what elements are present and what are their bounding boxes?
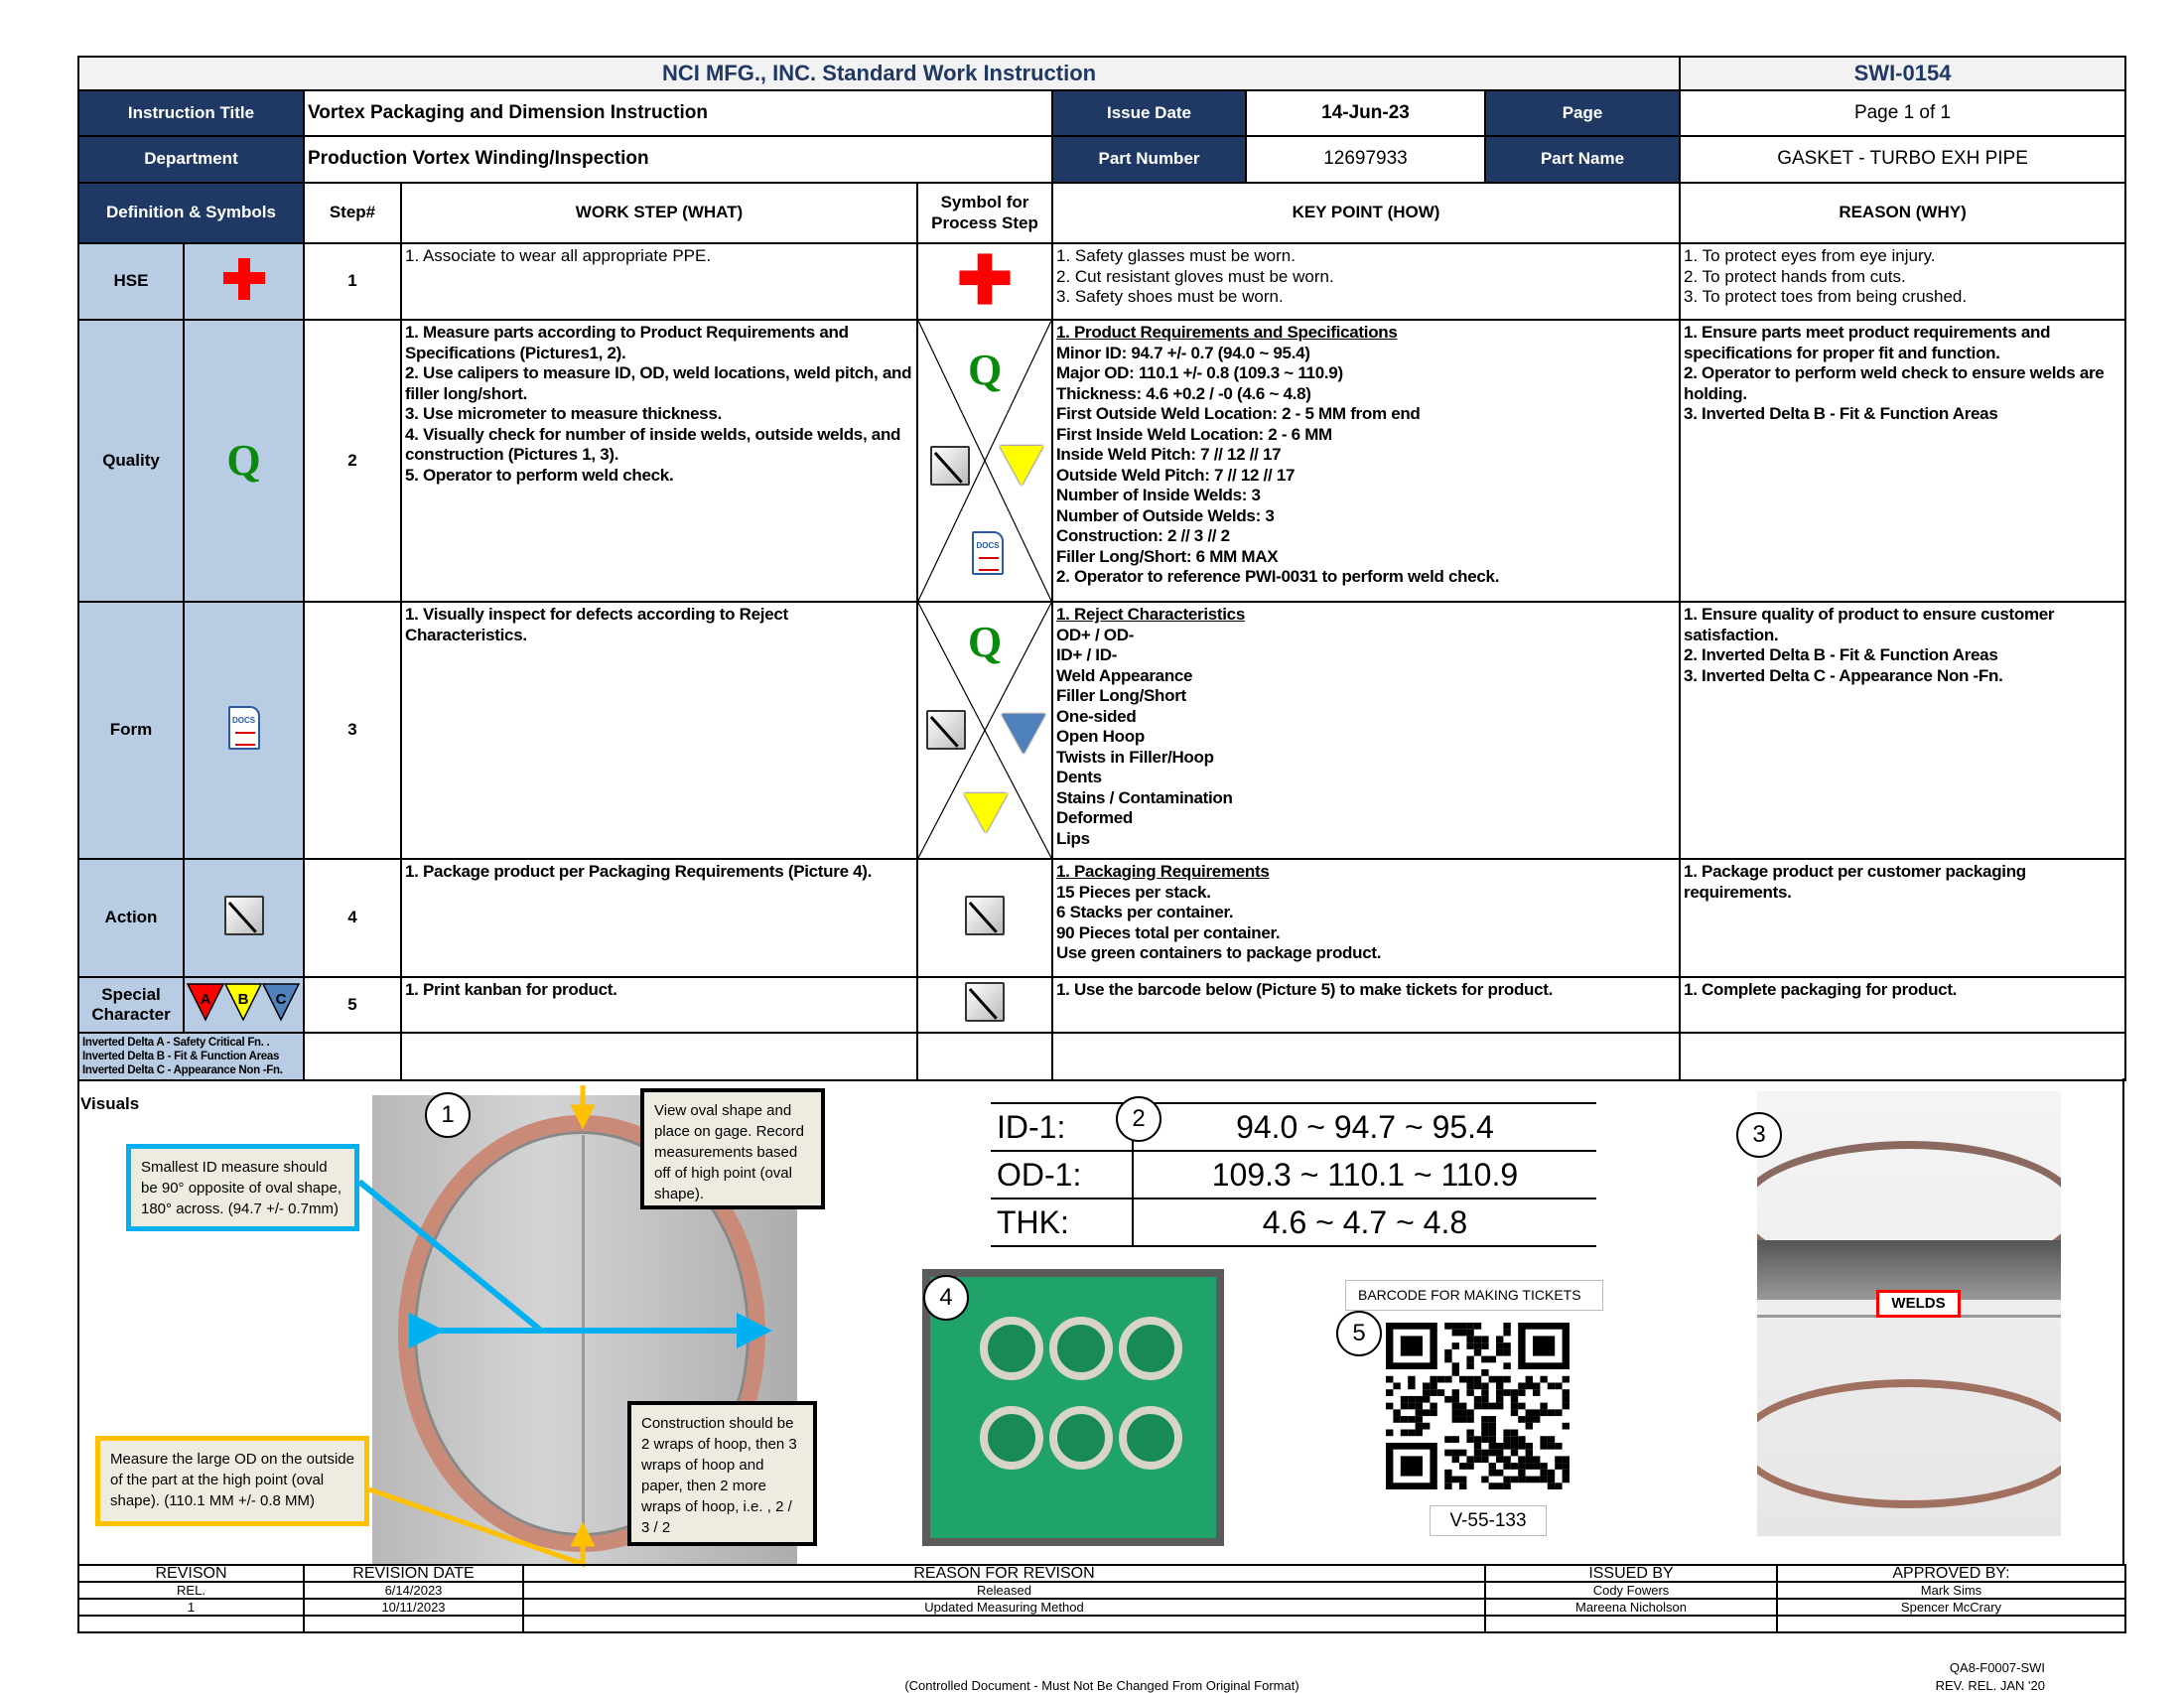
instruction-title-label: Instruction Title [78, 90, 304, 136]
gasket-stack [1119, 1317, 1182, 1380]
key-line: ID+ / ID- [1056, 645, 1118, 664]
spec-label: OD-1: [991, 1151, 1133, 1199]
key-line: Deformed [1056, 808, 1133, 827]
category-special: Special Character [78, 977, 184, 1033]
reason-line: 1. Ensure parts meet product requirements and specifications for proper fit and function. [1684, 323, 2051, 362]
part-number-value: 12697933 [1246, 136, 1485, 183]
reason-line: 2. Inverted Delta B - Fit & Function Areas [1684, 645, 1998, 664]
work-step-header: WORK STEP (WHAT) [401, 183, 917, 243]
quality-q-icon: Q [968, 346, 1003, 394]
spec-value: 94.0 ~ 94.7 ~ 95.4 [1133, 1103, 1596, 1151]
key-line: 3. Safety shoes must be worn. [1056, 287, 1284, 306]
rev-cell: Updated Measuring Method [523, 1599, 1485, 1616]
id-callout: Smallest ID measure should be 90° opposite of oval shape, 180° across. (94.7 +/- 0.7mm) [126, 1144, 359, 1231]
rev-cell: 6/14/2023 [304, 1582, 523, 1599]
key-line: Stains / Contamination [1056, 787, 1233, 807]
key-line: 15 Pieces per stack. [1056, 882, 1211, 902]
part-name-value: GASKET - TURBO EXH PIPE [1680, 136, 2125, 183]
step-header: Step# [304, 183, 401, 243]
spec-value: 4.6 ~ 4.7 ~ 4.8 [1133, 1199, 1596, 1246]
reason-line: 1. Ensure quality of product to ensure customer satisfaction. [1684, 605, 2055, 644]
work-line: 1. Visually inspect for defects according to Reject Characteristics. [405, 605, 788, 644]
spec-table [991, 1102, 1596, 1247]
gage-callout: View oval shape and place on gage. Record measurements based off of high point (oval shape). [640, 1088, 825, 1209]
key-line: 1. Use the barcode below (Picture 5) to make tickets for product. [1056, 980, 1554, 999]
docs-icon-label: DOCS [976, 541, 1000, 550]
reason-header: REASON (WHY) [1680, 183, 2125, 243]
rev-header: REVISON [78, 1565, 304, 1582]
delta-b-letter: B [237, 991, 248, 1009]
work-line: 1. Print kanban for product. [405, 980, 617, 999]
reason-line: 3. Inverted Delta B - Fit & Function Areas [1684, 404, 1998, 423]
work-line: 2. Use calipers to measure ID, OD, weld locations, weld pitch, and filler long/short. [405, 363, 912, 403]
step-number: 1 [304, 243, 401, 320]
welds-label: WELDS [1876, 1290, 1961, 1318]
reason-line: 1. Package product per customer packaging requirements. [1684, 862, 2026, 902]
category-hse: HSE [78, 243, 184, 320]
key-line: Thickness: 4.6 +0.2 / -0 (4.6 ~ 4.8) [1056, 383, 1311, 403]
rev-header: REVISION DATE [304, 1565, 523, 1582]
key-line: One-sided [1056, 706, 1137, 726]
key-line: First Inside Weld Location: 2 - 6 MM [1056, 424, 1332, 444]
step-number: 3 [304, 602, 401, 859]
step-number: 4 [304, 859, 401, 977]
key-line: Lips [1056, 828, 1090, 848]
quality-q-icon: Q [968, 618, 1003, 666]
qr-code[interactable] [1386, 1323, 1570, 1489]
category-quality: Quality [78, 320, 184, 602]
department-label: Department [78, 136, 304, 183]
category-form: Form [78, 602, 184, 859]
symbol-header: Symbol for Process Step [917, 183, 1052, 243]
key-line: Dents [1056, 768, 1102, 786]
step-number: 2 [304, 320, 401, 602]
quality-q-icon: Q [226, 436, 261, 485]
rev-cell: REL. [78, 1582, 304, 1599]
gasket-stack [1119, 1406, 1182, 1470]
rev-cell: Cody Fowers [1485, 1582, 1777, 1599]
legend-line: Inverted Delta C - Appearance Non -Fn. [82, 1064, 283, 1076]
docs-icon-label: DOCS [231, 715, 256, 725]
rev-header: ISSUED BY [1485, 1565, 1777, 1582]
key-line: Filler Long/Short: 6 MM MAX [1056, 546, 1279, 566]
key-line: Inside Weld Pitch: 7 // 12 // 17 [1056, 445, 1282, 464]
work-line: 4. Visually check for number of inside welds, outside welds, and construction (Pictures 1, 3). [405, 424, 901, 464]
definition-header: Definition & Symbols [78, 183, 304, 243]
key-line: Twists in Filler/Hoop [1056, 747, 1214, 767]
od-callout: Measure the large OD on the outside of the part at the high point (oval shape). (110.1 MM +/- 0.8 MM) [95, 1436, 369, 1526]
issue-date-label: Issue Date [1052, 90, 1246, 136]
document-title: NCI MFG., INC. Standard Work Instruction [78, 57, 1680, 90]
work-line: 5. Operator to perform weld check. [405, 465, 674, 485]
picture-number-5: 5 [1336, 1311, 1382, 1356]
key-line: Major OD: 110.1 +/- 0.8 (109.3 ~ 110.9) [1056, 363, 1343, 382]
key-point-header: KEY POINT (HOW) [1052, 183, 1680, 243]
category-action: Action [78, 859, 184, 977]
key-line: Open Hoop [1056, 727, 1145, 746]
work-line: 1. Associate to wear all appropriate PPE. [405, 246, 712, 265]
green-container-photo [922, 1269, 1224, 1546]
key-line: Number of Inside Welds: 3 [1056, 486, 1261, 504]
key-line: Filler Long/Short [1056, 686, 1186, 705]
rev-cell: 1 [78, 1599, 304, 1616]
picture-number-2: 2 [1116, 1096, 1161, 1142]
visuals-label: Visuals [80, 1094, 140, 1113]
key-line: OD+ / OD- [1056, 625, 1135, 644]
controlled-document-note: (Controlled Document - Must Not Be Changed From Original Format) [904, 1678, 1299, 1693]
key-line: 2. Cut resistant gloves must be worn. [1056, 266, 1334, 286]
spec-value: 109.3 ~ 110.1 ~ 110.9 [1133, 1151, 1596, 1199]
gasket-stack [980, 1406, 1043, 1470]
gasket-stack [980, 1317, 1043, 1380]
key-line: 2. Operator to reference PWI-0031 to perform weld check. [1056, 567, 1500, 586]
key-heading: 1. Packaging Requirements [1056, 862, 1270, 881]
key-line: Use green containers to package product. [1056, 943, 1382, 962]
rev-header: APPROVED BY: [1777, 1565, 2125, 1582]
key-heading: 1. Reject Characteristics [1056, 605, 1245, 624]
key-line: 90 Pieces total per container. [1056, 922, 1281, 942]
key-line: Outside Weld Pitch: 7 // 12 // 17 [1056, 465, 1296, 485]
spec-label: ID-1: [991, 1103, 1133, 1151]
barcode-code: V-55-133 [1430, 1505, 1547, 1536]
step-number: 5 [304, 977, 401, 1033]
key-line: Minor ID: 94.7 +/- 0.7 (94.0 ~ 95.4) [1056, 343, 1310, 362]
revision-row [78, 1599, 2125, 1616]
revision-table [77, 1564, 2126, 1633]
key-line: 6 Stacks per container. [1056, 903, 1234, 921]
rev-cell: Mareena Nicholson [1485, 1599, 1777, 1616]
reason-line: 1. Complete packaging for product. [1684, 980, 1958, 999]
reason-line: 2. To protect hands from cuts. [1684, 266, 1906, 286]
reason-line: 1. To protect eyes from eye injury. [1684, 246, 1936, 265]
key-line: 1. Safety glasses must be worn. [1056, 246, 1296, 265]
page-label: Page [1485, 90, 1680, 136]
work-line: 1. Package product per Packaging Requirements (Picture 4). [405, 862, 873, 881]
rev-cell: Mark Sims [1777, 1582, 2125, 1599]
part-name-label: Part Name [1485, 136, 1680, 183]
gasket-stack [1049, 1317, 1113, 1380]
delta-a-letter: A [200, 991, 210, 1009]
rev-header: REASON FOR REVISON [523, 1565, 1485, 1582]
picture-number-1: 1 [425, 1092, 471, 1138]
rev-cell: Released [523, 1582, 1485, 1599]
delta-c-letter: C [275, 991, 286, 1009]
instruction-title-value: Vortex Packaging and Dimension Instruction [304, 90, 1052, 136]
reason-line: 3. Inverted Delta C - Appearance Non -Fn. [1684, 665, 2003, 685]
form-revision: REV. REL. JAN '20 [1935, 1678, 2045, 1693]
document-number: SWI-0154 [1680, 57, 2125, 90]
key-line: First Outside Weld Location: 2 - 5 MM from end [1056, 404, 1421, 423]
key-heading: 1. Product Requirements and Specifications [1056, 323, 1398, 342]
rev-cell: Spencer McCrary [1777, 1599, 2125, 1616]
work-line: 3. Use micrometer to measure thickness. [405, 404, 723, 423]
reason-line: 2. Operator to perform weld check to ensure welds are holding. [1684, 363, 2105, 403]
revision-row [78, 1582, 2125, 1599]
gasket-stack [1049, 1406, 1113, 1470]
rev-cell: 10/11/2023 [304, 1599, 523, 1616]
legend-line: Inverted Delta A - Safety Critical Fn. . [82, 1037, 270, 1049]
reason-line: 3. To protect toes from being crushed. [1684, 287, 1968, 306]
issue-date-value: 14-Jun-23 [1246, 90, 1485, 136]
key-line: Construction: 2 // 3 // 2 [1056, 526, 1230, 545]
department-value: Production Vortex Winding/Inspection [304, 136, 1052, 183]
key-line: Weld Appearance [1056, 665, 1193, 685]
legend-line: Inverted Delta B - Fit & Function Areas [82, 1051, 280, 1062]
spec-label: THK: [991, 1199, 1133, 1246]
part-number-label: Part Number [1052, 136, 1246, 183]
construction-callout: Construction should be 2 wraps of hoop, then 3 wraps of hoop and paper, then 2 more wraps of hoop, i.e. , 2 / 3 / 2 [627, 1401, 817, 1546]
picture-number-3: 3 [1736, 1112, 1782, 1158]
picture-number-4: 4 [923, 1275, 969, 1321]
page-value: Page 1 of 1 [1680, 90, 2125, 136]
work-line: 1. Measure parts according to Product Requirements and Specifications (Pictures1, 2). [405, 323, 849, 362]
barcode-label: BARCODE FOR MAKING TICKETS [1345, 1280, 1603, 1311]
form-number: QA8-F0007-SWI [1949, 1660, 2045, 1675]
key-line: Number of Outside Welds: 3 [1056, 505, 1275, 525]
